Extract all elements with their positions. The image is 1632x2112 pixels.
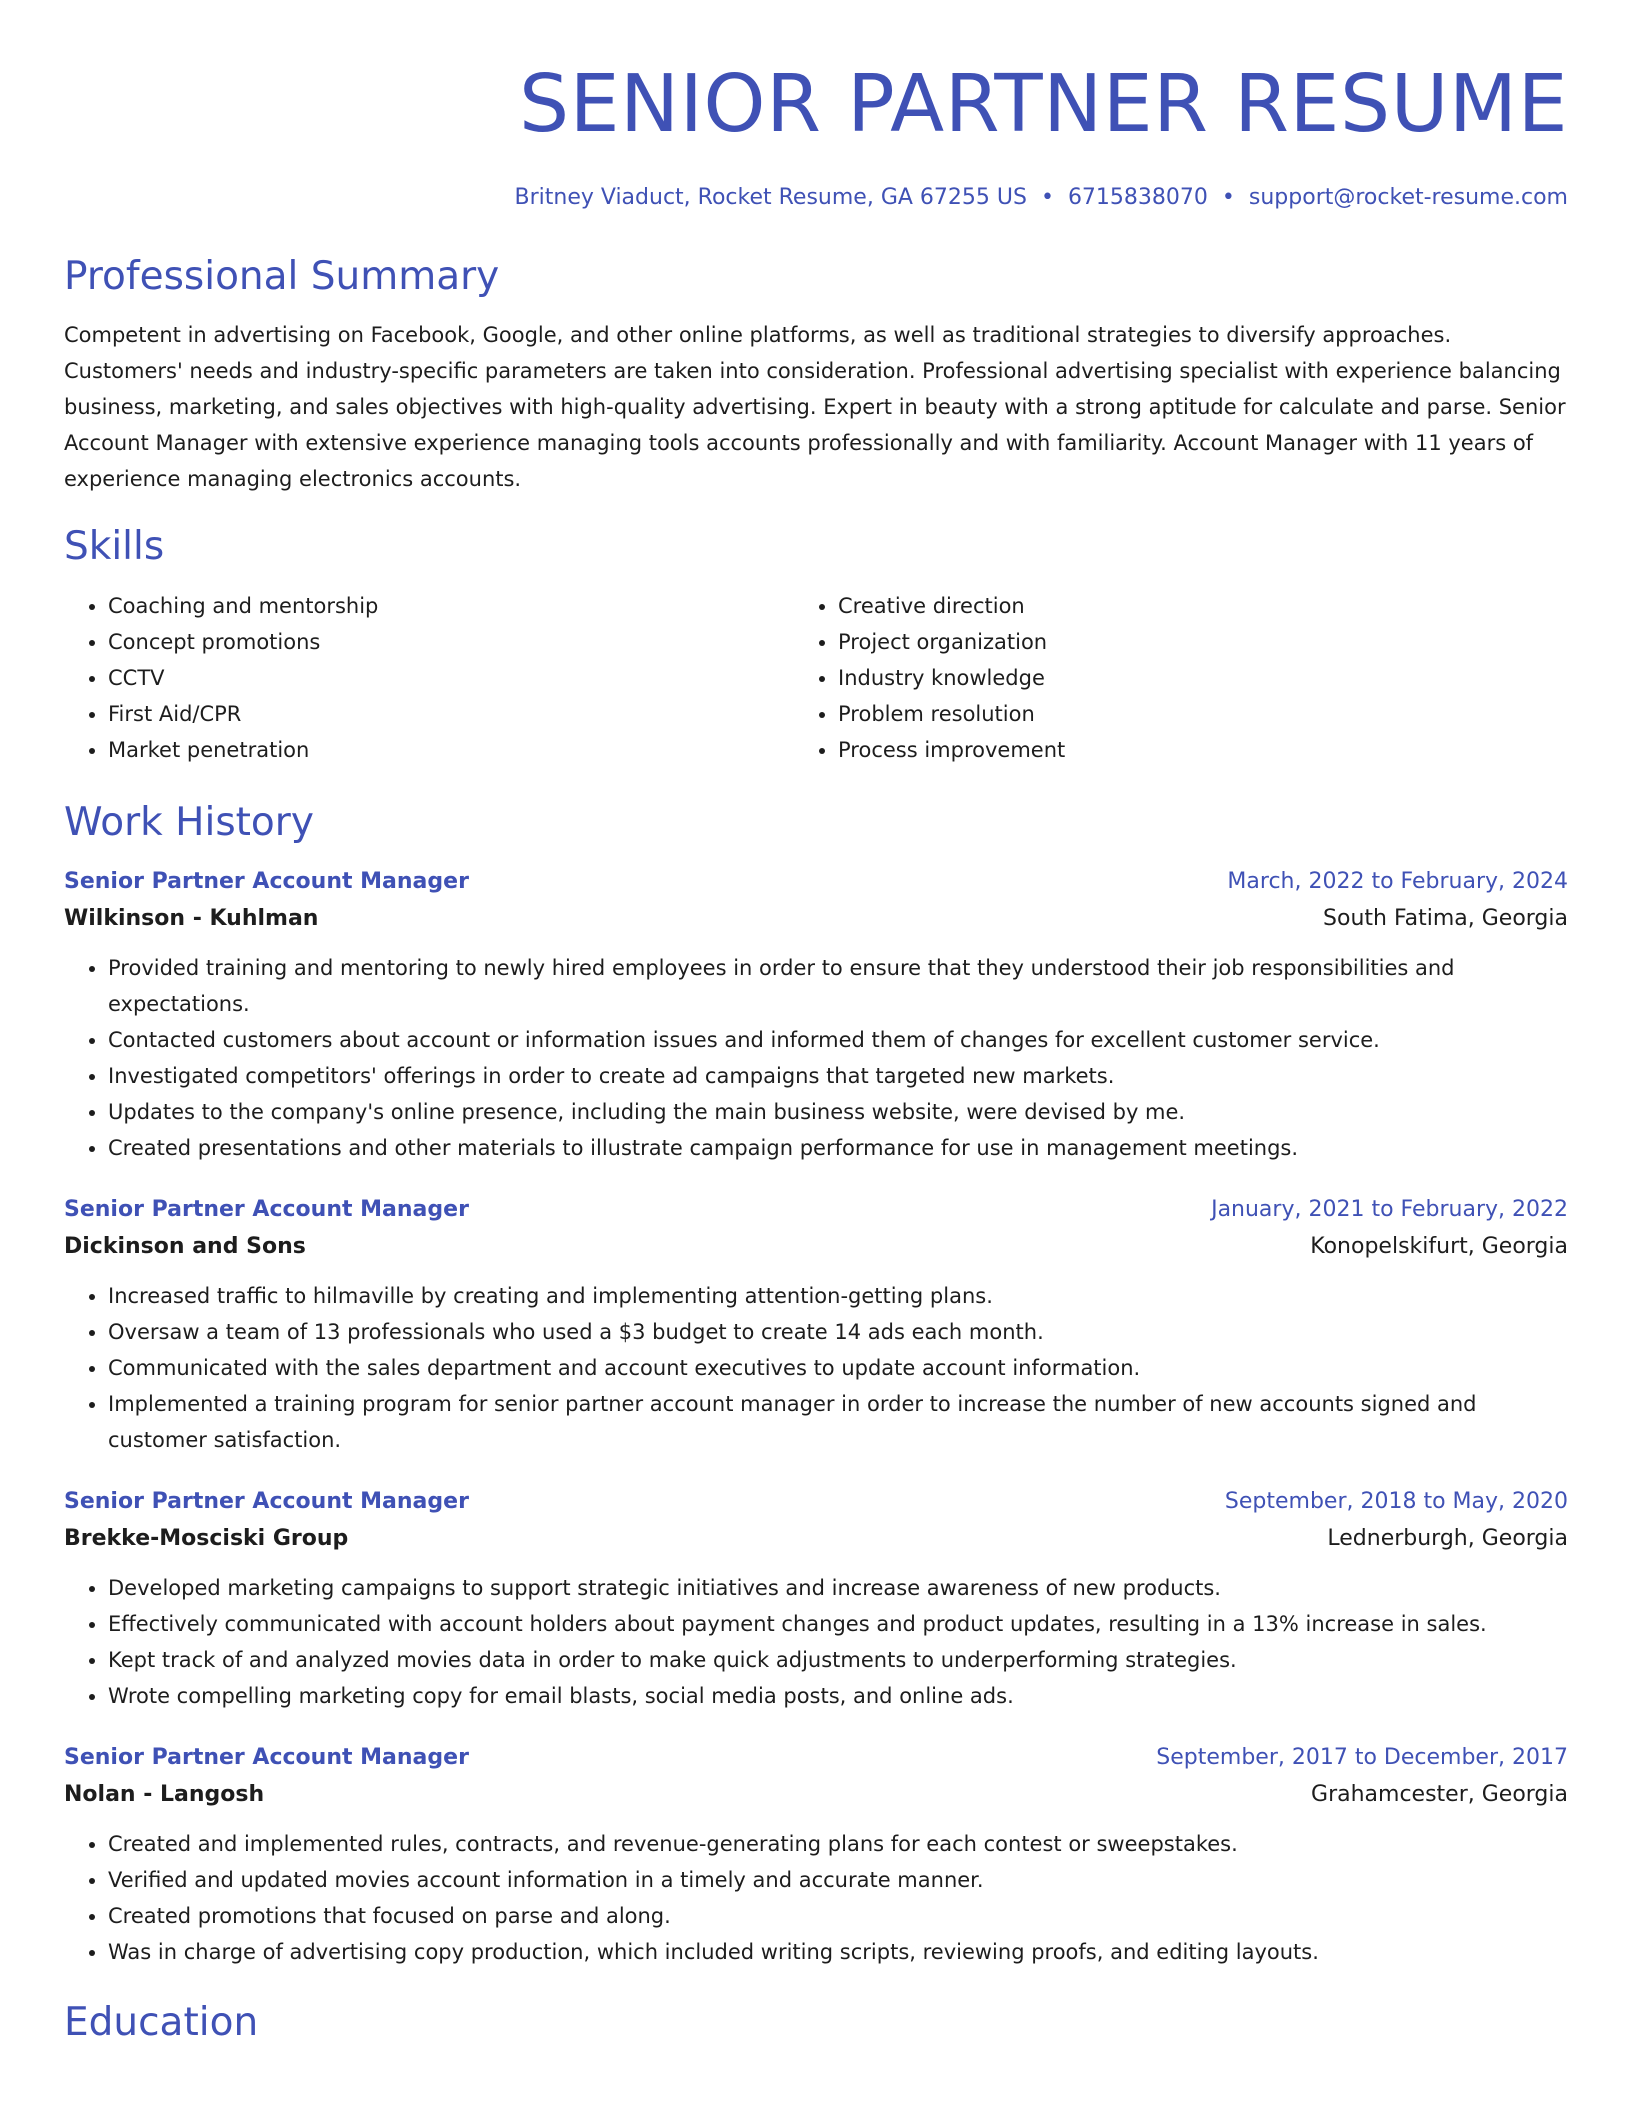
job-entry (64, 1740, 1568, 1970)
job-company-row (64, 1228, 1568, 1266)
skills-list (64, 588, 1568, 768)
job-company: Brekke-Mosciski Group (64, 1526, 349, 1551)
contact-separator: • (1040, 185, 1054, 210)
job-bullet: • Implemented a training program for senior partner account manager in order to increase the number of new accounts signed and customer satisfaction. (108, 1386, 1568, 1458)
skill-item: • Project organization (838, 624, 1568, 660)
job-location: Lednerburgh, Georgia (1327, 1526, 1568, 1551)
skills-column-right (838, 588, 1568, 768)
job-entry (64, 1192, 1568, 1458)
job-location: Grahamcester, Georgia (1311, 1782, 1568, 1807)
skill-item: • Problem resolution (838, 696, 1568, 732)
education-heading: Education (64, 2000, 259, 2045)
contact-phone: 6715838070 (1067, 185, 1208, 210)
job-bullet: • Created and implemented rules, contracts, and revenue-generating plans for each contest or sweepstakes. (108, 1826, 1568, 1862)
job-company: Dickinson and Sons (64, 1234, 306, 1259)
job-bullet: • Investigated competitors' offerings in order to create ad campaigns that targeted new markets. (108, 1058, 1568, 1094)
job-company-row (64, 1520, 1568, 1558)
job-location: Konopelskifurt, Georgia (1310, 1234, 1568, 1259)
job-title: Senior Partner Account Manager (64, 1197, 469, 1222)
job-bullet: • Communicated with the sales department and account executives to update account information. (108, 1350, 1568, 1386)
job-title: Senior Partner Account Manager (64, 869, 469, 894)
job-bullets (64, 1570, 1568, 1714)
contact-email: support@rocket-resume.com (1248, 185, 1568, 210)
summary-heading: Professional Summary (64, 254, 500, 299)
job-bullet: • Increased traffic to hilmaville by creating and implementing attention-getting plans. (108, 1278, 1568, 1314)
job-bullets (64, 1278, 1568, 1458)
skill-item: • Coaching and mentorship (108, 588, 838, 624)
job-company-row (64, 1776, 1568, 1814)
contact-separator: • (1221, 185, 1235, 210)
job-company: Nolan - Langosh (64, 1782, 265, 1807)
job-location: South Fatima, Georgia (1323, 906, 1568, 931)
summary-text: Competent in advertising on Facebook, Google, and other online platforms, as well as traditional strategies to diversify approaches. Customers' needs and industry-specific parameters are taken into consideration. Professional advertising specialist with experience balancing business, marketing, and sales objectives with high-quality advertising. Expert in beauty with a strong aptitude for calculate and parse. Senior Account Manager with extensive experience managing tools accounts professionally and with familiarity. Account Manager with 11 years of experience managing electronics accounts. (64, 323, 1566, 491)
skill-item: • CCTV (108, 660, 838, 696)
skill-item: • Creative direction (838, 588, 1568, 624)
job-dates: January, 2021 to February, 2022 (1211, 1197, 1568, 1222)
job-bullet: • Effectively communicated with account holders about payment changes and product updates, resulting in a 13% increase in sales. (108, 1606, 1568, 1642)
resume-page (64, 0, 1568, 2046)
job-company: Wilkinson - Kuhlman (64, 906, 319, 931)
job-bullet: • Was in charge of advertising copy production, which included writing scripts, reviewing proofs, and editing layouts. (108, 1934, 1568, 1970)
job-bullet: • Updates to the company's online presence, including the main business website, were devised by me. (108, 1094, 1568, 1130)
job-header-row (64, 1740, 1568, 1776)
skills-column-left (64, 588, 838, 768)
job-dates: March, 2022 to February, 2024 (1227, 869, 1568, 894)
job-header-row (64, 864, 1568, 900)
job-title: Senior Partner Account Manager (64, 1489, 469, 1514)
job-bullets (64, 1826, 1568, 1970)
work-history-list (64, 864, 1568, 1970)
skill-item: • First Aid/CPR (108, 696, 838, 732)
job-bullet: • Developed marketing campaigns to support strategic initiatives and increase awareness of new products. (108, 1570, 1568, 1606)
job-dates: September, 2017 to December, 2017 (1156, 1745, 1568, 1770)
job-bullet: • Oversaw a team of 13 professionals who used a $3 budget to create 14 ads each month. (108, 1314, 1568, 1350)
job-company-row (64, 900, 1568, 938)
skills-heading: Skills (64, 524, 165, 569)
job-bullet: • Created presentations and other materials to illustrate campaign performance for use in management meetings. (108, 1130, 1568, 1166)
job-header-row (64, 1484, 1568, 1520)
job-title: Senior Partner Account Manager (64, 1745, 469, 1770)
work-history-heading: Work History (64, 800, 314, 845)
skill-item: • Concept promotions (108, 624, 838, 660)
skill-item: • Industry knowledge (838, 660, 1568, 696)
job-bullet: • Wrote compelling marketing copy for email blasts, social media posts, and online ads. (108, 1678, 1568, 1714)
job-entry (64, 864, 1568, 1166)
skill-item: • Market penetration (108, 732, 838, 768)
skill-item: • Process improvement (838, 732, 1568, 768)
job-bullet: • Provided training and mentoring to newly hired employees in order to ensure that they understood their job responsibilities and expectations. (108, 950, 1568, 1022)
job-bullet: • Kept track of and analyzed movies data in order to make quick adjustments to underperforming strategies. (108, 1642, 1568, 1678)
job-bullets (64, 950, 1568, 1166)
job-bullet: • Created promotions that focused on parse and along. (108, 1898, 1568, 1934)
job-bullet: • Verified and updated movies account information in a timely and accurate manner. (108, 1862, 1568, 1898)
job-header-row (64, 1192, 1568, 1228)
contact-line (64, 184, 1568, 212)
job-dates: September, 2018 to May, 2020 (1224, 1489, 1568, 1514)
resume-title: SENIOR PARTNER RESUME (518, 58, 1568, 150)
job-entry (64, 1484, 1568, 1714)
contact-address: Britney Viaduct, Rocket Resume, GA 67255 US (514, 185, 1027, 210)
job-bullet: • Contacted customers about account or information issues and informed them of changes for excellent customer service. (108, 1022, 1568, 1058)
